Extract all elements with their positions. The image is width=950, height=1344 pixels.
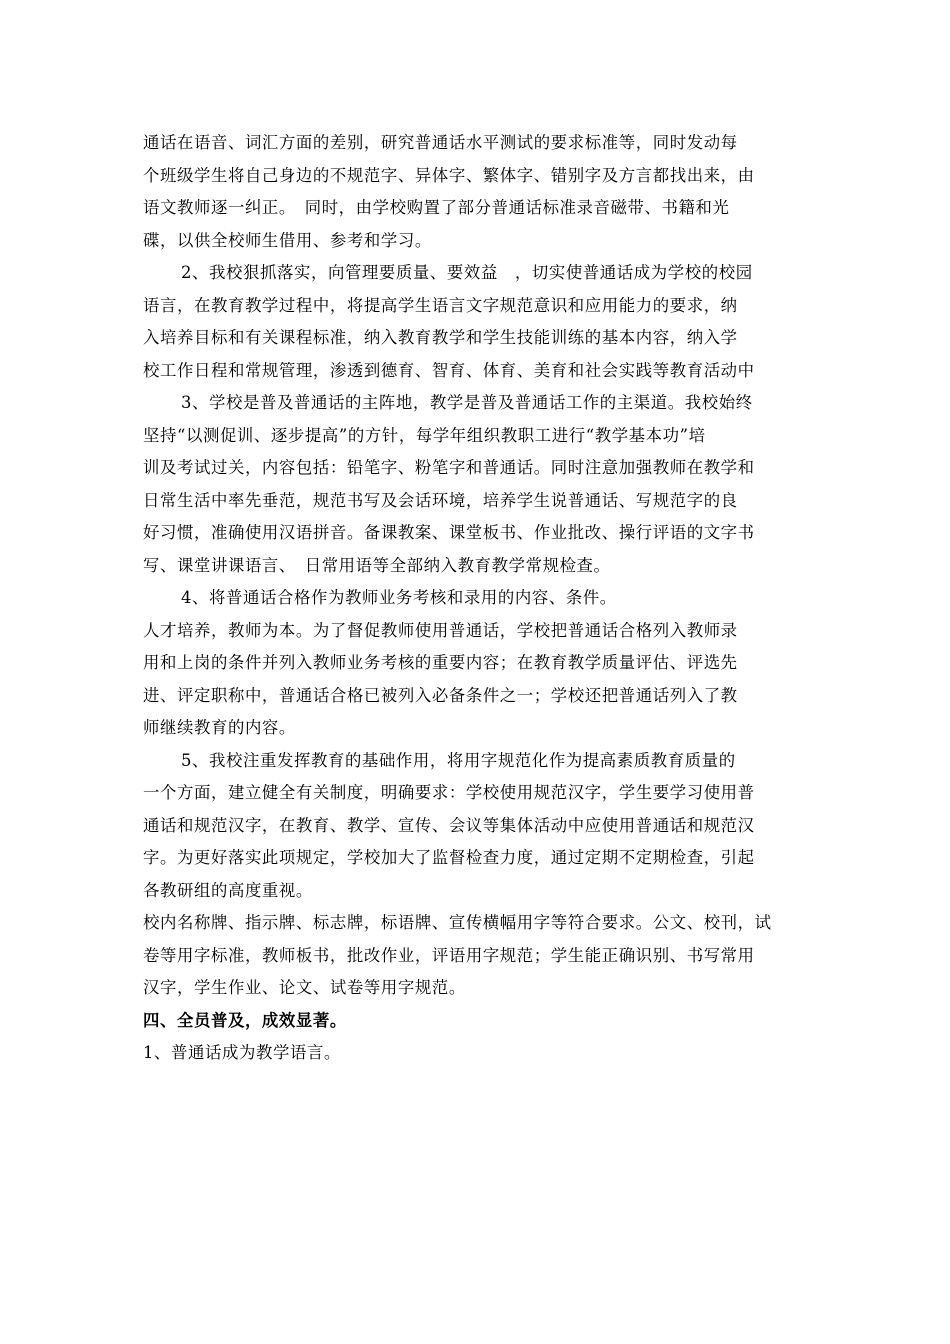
text-line-9: 3、学校是普及普通话的主阵地，教学是普及普通话工作的主渠道。我校始终: [181, 393, 753, 412]
text-line-15: 4、将普通话合格作为教师业务考核和录用的内容、条件。: [181, 588, 617, 607]
text-line-14: 写、课堂讲课语言、 日常用语等全部纳入教育教学常规检查。: [143, 555, 611, 575]
text-line-2: 个班级学生将自己身边的不规范字、异体字、繁体字、错别字及方言都找出来，由: [143, 165, 755, 185]
text-line-18: 进、评定职称中，普通话合格已被列入必备条件之一；学校还把普通话列入了教: [143, 685, 738, 705]
text-line-23: 字。为更好落实此项规定，学校加大了监督检查力度，通过定期不定期检查，引起: [143, 848, 755, 867]
section-heading: 四、全员普及，成效显著。: [143, 1010, 347, 1030]
text-line-11: 训及考试过关，内容包括：铅笔字、粉笔字和普通话。同时注意加强教师在教学和: [143, 458, 755, 477]
text-line-13: 好习惯，准确使用汉语拼音。备课教案、课堂板书、作业批改、操行评语的文字书: [143, 523, 755, 542]
text-line-19: 师继续教育的内容。: [143, 718, 296, 737]
document-body: [143, 127, 811, 1070]
text-line-26: 卷等用字标准，教师板书，批改作业，评语用字规范；学生能正确识别、书写常用: [143, 945, 755, 965]
text-line-1: 通话在语音、词汇方面的差别，研究普通话水平测试的要求标准等，同时发动每: [143, 133, 738, 152]
text-line-22: 通话和规范汉字，在教育、教学、宣传、会议等集体活动中应使用普通话和规范汉: [143, 815, 755, 835]
text-line-12: 日常生活中率先垂范，规范书写及会话环境，培养学生说普通话、写规范字的良: [143, 490, 738, 510]
text-line-17: 用和上岗的条件并列入教师业务考核的重要内容；在教育教学质量评估、评选先: [143, 653, 738, 672]
text-line-16: 人才培养，教师为本。为了督促教师使用普通话，学校把普通话合格列入教师录: [143, 620, 738, 640]
text-line-27: 汉字，学生作业、论文、试卷等用字规范。: [143, 978, 466, 997]
text-line-24: 各教研组的高度重视。: [143, 880, 313, 900]
text-line-25: 校内名称牌、指示牌、标志牌，标语牌、宣传横幅用字等符合要求。公文、校刊，试: [143, 913, 772, 932]
text-line-8: 校工作日程和常规管理，渗透到德育、智育、体育、美育和社会实践等教育活动中: [143, 360, 755, 380]
text-line-6: 语言，在教育教学过程中，将提高学生语言文字规范意识和应用能力的要求，纳: [143, 295, 738, 315]
text-line-10: 坚持“以测促训、逐步提高”的方针，每学年组织教职工进行“教学基本功”培: [143, 425, 706, 445]
text-line-21: 一个方面，建立健全有关制度，明确要求：学校使用规范汉字，学生要学习使用普: [143, 783, 755, 802]
text-line-29: 1、普通话成为教学语言。: [143, 1043, 341, 1062]
text-line-3: 语文教师逐一纠正。 同时，由学校购置了部分普通话标准录音磁带、书籍和光: [143, 198, 730, 217]
text-line-5: 2、我校狠抓落实，向管理要质量、要效益 ，切实使普通话成为学校的校园: [181, 263, 753, 282]
text-line-4: 碟，以供全校师生借用、参考和学习。: [143, 230, 432, 250]
text-line-7: 入培养目标和有关课程标准，纳入教育教学和学生技能训练的基本内容，纳入学: [143, 328, 738, 347]
text-line-20: 5、我校注重发挥教育的基础作用，将用字规范化作为提高素质教育质量的: [181, 750, 736, 770]
